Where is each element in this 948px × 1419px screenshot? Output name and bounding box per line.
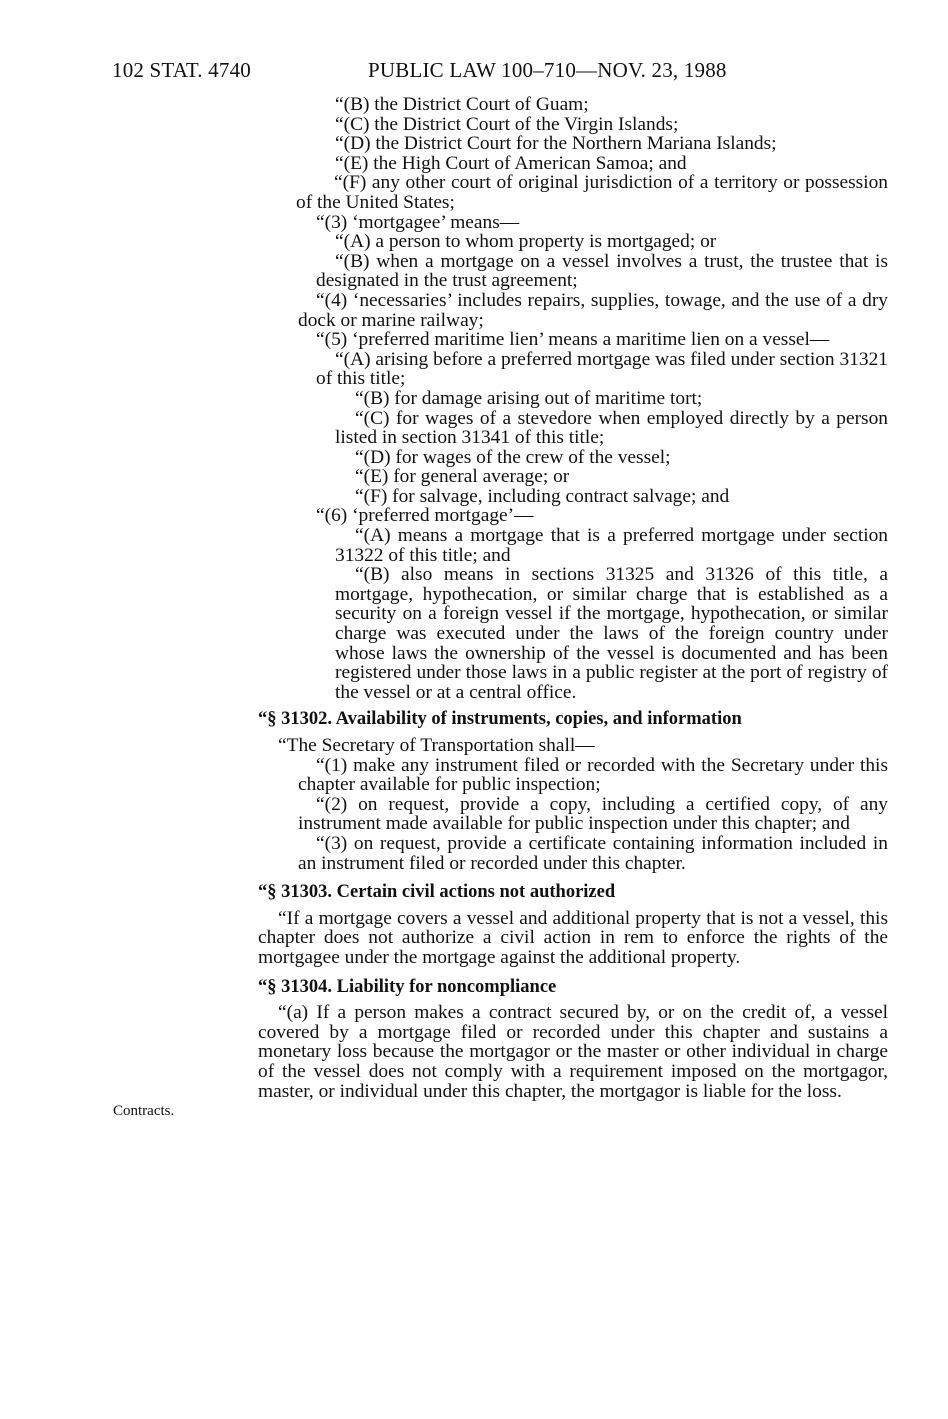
paragraph: “(B) also means in sections 31325 and 31326 of this title, a mortgage, hypothecation, or similar charge that is established as a security on a foreign vessel if the mortgage, hypothecation, or similar charge was executed under the laws of the foreign country under whose laws the ownership of the vessel is documented and has been registered under those laws in a public register at the port of registry of the vessel or at a central office. [335, 564, 888, 703]
paragraph: “(E) the High Court of American Samoa; and [335, 152, 687, 174]
list-item: “(3) on request, provide a certificate containing information included in an instrument filed or recorded under this chapter. [298, 832, 888, 874]
section-heading-31302: “§ 31302. Availability of instruments, copies, and information [258, 709, 742, 730]
law-reference: PUBLIC LAW 100–710—NOV. 23, 1988 [368, 58, 727, 82]
section-lead: “The Secretary of Transportation shall— [278, 735, 595, 756]
paragraph: “(A) arising before a preferred mortgage was filed under section 31321 of this title; [316, 348, 888, 390]
paragraph: “(6) ‘preferred mortgage’— [316, 505, 534, 527]
paragraph: “(C) the District Court of the Virgin Islands; [335, 113, 679, 135]
margin-note: Contracts. [113, 1103, 175, 1119]
paragraph: “(F) any other court of original jurisdiction of a territory or possession of the United States; [296, 172, 888, 213]
paragraph: “(B) for damage arising out of maritime tort; [355, 387, 703, 409]
paragraph: “(A) a person to whom property is mortgaged; or [335, 231, 717, 253]
paragraph: “(D) the District Court for the Northern Mariana Islands; [335, 133, 777, 155]
paragraph: “(C) for wages of a stevedore when employed directly by a person listed in section 31341 of this title; [335, 407, 888, 449]
list-item: “(2) on request, provide a copy, including a certified copy, of any instrument made available for public inspection under this chapter; and [298, 793, 888, 835]
section-text: “(a) If a person makes a contract secured by, or on the credit of, a vessel covered by a mortgage filed or recorded under this chapter and sustains a monetary loss because the mortgagor or the master or other individual in charge of the vessel does not comply with a requirement imposed on the mortgagor, master, or individual under this chapter, the mortgagor is liable for the loss. [258, 1002, 888, 1102]
section-heading-31303: “§ 31303. Certain civil actions not authorized [258, 882, 616, 903]
document-body [258, 95, 888, 1101]
paragraph: “(3) ‘mortgagee’ means— [316, 211, 520, 233]
paragraph: “(E) for general average; or [355, 466, 570, 488]
list-item: “(1) make any instrument filed or recorded with the Secretary under this chapter available for public inspection; [298, 754, 888, 796]
paragraph: “(A) means a mortgage that is a preferred mortgage under section 31322 of this title; and [335, 525, 888, 566]
section-text: “If a mortgage covers a vessel and additional property that is not a vessel, this chapter does not authorize a civil action in rem to enforce the rights of the mortgagee under the mortgage against the additional property. [258, 907, 888, 968]
section-heading-31304: “§ 31304. Liability for noncompliance [258, 976, 557, 997]
stat-reference: 102 STAT. 4740 [112, 58, 251, 82]
paragraph: “(F) for salvage, including contract salvage; and [355, 485, 730, 507]
paragraph: “(D) for wages of the crew of the vessel; [355, 446, 671, 468]
paragraph: “(4) ‘necessaries’ includes repairs, supplies, towage, and the use of a dry dock or marine railway; [298, 289, 888, 331]
paragraph: “(B) when a mortgage on a vessel involves a trust, the trustee that is designated in the trust agreement; [316, 250, 888, 292]
paragraph: “(B) the District Court of Guam; [335, 94, 589, 115]
paragraph: “(5) ‘preferred maritime lien’ means a maritime lien on a vessel— [316, 329, 830, 351]
